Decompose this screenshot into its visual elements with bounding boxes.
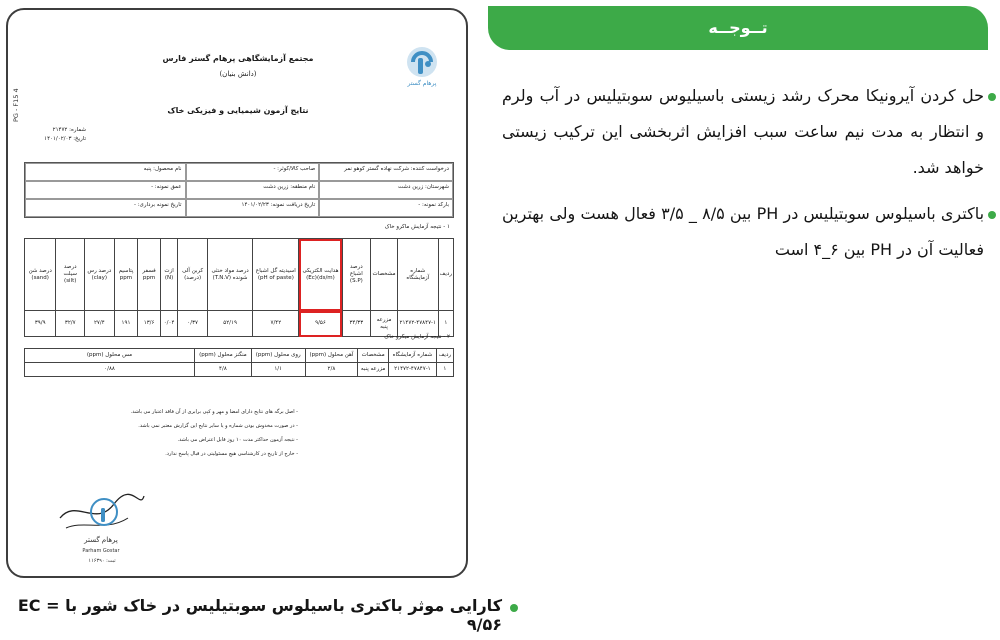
report-note: - در صورت مخدوش بودن شماره و یا سایر نتایج این گزارش معتبر نمی باشد. [138, 423, 298, 429]
macro-data-row [25, 311, 454, 337]
micro-header-cell: شماره آزمایشگاه [389, 349, 437, 363]
micro-cell: ۲/۸ [305, 363, 358, 377]
sample-info-grid [24, 162, 454, 218]
macro-header-cell: شماره آزمایشگاه [397, 239, 438, 311]
info-requester: درخواست کننده: شرکت نهاده گستر کوهو نمر [319, 163, 453, 181]
lab-subtitle: (دانش بنیان) [219, 70, 257, 78]
section-2-label: ۲ - نتیجه آزمایش میکرو خاک [384, 334, 450, 340]
stamp-registration: ثبت: ۱۱۶۳۹۰ [88, 558, 116, 564]
macro-header-cell: فسفر ppm [138, 239, 160, 311]
info-product: نام محصول: پنبه [25, 163, 186, 181]
report-notes [48, 405, 298, 461]
footer-caption: کارایی موثر باکتری باسیلوس سوبتیلیس در خاک شور با EC = ۹/۵۶ [17, 596, 502, 634]
report-number: شماره: ۲۱۴۷۲ [52, 127, 86, 133]
macro-header-ec: هدایت الکتریکی (ds/m)(Ec) [299, 239, 342, 311]
macro-header-cell: ردیف [438, 239, 453, 311]
report-title: نتایج آزمون شیمیایی و فیزیکی خاک [167, 106, 309, 115]
lab-stamp [56, 488, 148, 568]
micro-header-cell: مشخصات [358, 349, 389, 363]
lab-name: مجتمع آزمایشگاهی پرهام گستر فارس [162, 54, 314, 63]
macro-cell-ec: ۹/۵۶ [299, 311, 342, 337]
macro-header-cell: اسیدیته گل اشباع (pH of paste) [253, 239, 299, 311]
report-note: - نتیجه آزمون حداکثر مدت ۱۰ روز قابل اعتراض می باشد. [177, 437, 298, 443]
stamp-name-en: Parham Gostar [82, 548, 120, 554]
macro-cell: ۳۲/۷ [56, 311, 85, 337]
macro-cell: ۰/۰۴ [160, 311, 178, 337]
macro-header-cell: ازت (N) [160, 239, 178, 311]
macro-header-row [25, 239, 454, 311]
report-note: - اصل برگه های نتایج دارای امضا و مهر و کپی برابری از آن فاقد اعتبار می باشد. [130, 409, 298, 415]
macro-header-cell: درصد مواد خنثی شونده (T.N.V) [207, 239, 252, 311]
note-ph-range [502, 196, 984, 268]
macro-header-cell: پتاسیم ppm [114, 239, 138, 311]
note-dissolving [502, 78, 984, 186]
footer-bullet-icon [510, 604, 518, 612]
micro-cell: ۲۱۴۷۲-۴۷۸۴۷-۱ [389, 363, 437, 377]
info-received-date: تاریخ دریافت نمونه: ۱۴۰۱/۰۲/۲۳ [186, 199, 320, 217]
report-meta [26, 126, 86, 144]
macro-cell: ۱۳/۶ [138, 311, 160, 337]
section-1-label: ۱ - نتیجه آزمایش ماکرو خاک [384, 224, 450, 230]
lab-logo-icon [396, 44, 448, 80]
macro-header-cell: مشخصات [371, 239, 398, 311]
info-county: شهرستان: زرین دشت [319, 181, 453, 199]
info-sampling-date: تاریخ نمونه برداری: - [25, 199, 186, 217]
macro-cell: ۱۹۱ [114, 311, 138, 337]
micro-cell: ۰/۸۸ [25, 363, 195, 377]
notice-banner [488, 6, 988, 50]
form-code: PG - F15 4 [12, 88, 20, 122]
macro-cell: ۳۹/۹ [25, 311, 56, 337]
signature-stamp-icon [56, 488, 148, 538]
info-region: نام منطقه: زرین دشت [186, 181, 320, 199]
macro-cell: ۰/۳۷ [178, 311, 208, 337]
micro-cell: مزرعه پنبه [358, 363, 389, 377]
micro-results-table [24, 348, 454, 377]
lab-logo [396, 44, 448, 100]
macro-cell: مزرعه پنبه [371, 311, 398, 337]
micro-cell: ۴/۸ [195, 363, 252, 377]
note-2-bullet-icon [988, 211, 996, 219]
macro-header-cell: درصد رس (clay) [85, 239, 114, 311]
micro-header-cell: آهن محلول (ppm) [305, 349, 358, 363]
macro-results-table [24, 238, 454, 337]
info-depth: عمق نمونه: - [25, 181, 186, 199]
micro-header-cell: ردیف [436, 349, 453, 363]
micro-cell: ۱ [436, 363, 453, 377]
macro-cell: ۷/۴۲ [253, 311, 299, 337]
macro-header-cell: کربن آلی (درصد) [178, 239, 208, 311]
macro-cell: ۲۷/۴ [85, 311, 114, 337]
info-owner: صاحب کالا/کوثر: - [186, 163, 320, 181]
micro-header-row [25, 349, 454, 363]
report-date: تاریخ: ۱۴۰۱/۰۲/۰۳ [44, 136, 86, 142]
lab-logo-brand: پرهام گستر [407, 80, 437, 87]
micro-data-row [25, 363, 454, 377]
macro-header-cell: درصد اشباع (S.P) [342, 239, 371, 311]
notice-banner-label: تــوجــه [708, 18, 768, 37]
report-note: - خارج از تاریخ در کارشناسی هیچ مسئولیتی در قبال پاسخ ندارد. [165, 451, 298, 457]
note-dissolving-text: حل کردن آیرونیکا محرک رشد زیستی باسیلیوس سوبتیلیس در آب ولرم و انتظار به مدت نیم ساعت سبب افزایش اثربخشی این ترکیب زیستی خواهد شد. [502, 86, 984, 177]
macro-header-cell: درصد سیلت (silt) [56, 239, 85, 311]
macro-cell: ۳۴/۳۳ [342, 311, 371, 337]
micro-header-cell: روی محلول (ppm) [251, 349, 305, 363]
macro-cell: ۲۱۴۷۲-۴۷۸۴۷-۱ [397, 311, 438, 337]
lab-report-document [6, 8, 468, 578]
macro-cell: ۱ [438, 311, 453, 337]
stamp-name-fa: پرهام گستر [84, 536, 118, 544]
macro-header-cell: درصد شن (sand) [25, 239, 56, 311]
micro-cell: ۱/۱ [251, 363, 305, 377]
micro-header-cell: منگنز محلول (ppm) [195, 349, 252, 363]
info-barcode: بارکد نمونه: - [319, 199, 453, 217]
micro-header-cell: مس محلول (ppm) [25, 349, 195, 363]
macro-cell: ۵۲/۱۹ [207, 311, 252, 337]
note-1-bullet-icon [988, 93, 996, 101]
note-ph-range-text: باکتری باسیلوس سوبتیلیس در PH بین ۸/۵ _ ۳/۵ فعال هست ولی بهترین فعالیت آن در PH بین ۶_۴ است [502, 204, 985, 259]
